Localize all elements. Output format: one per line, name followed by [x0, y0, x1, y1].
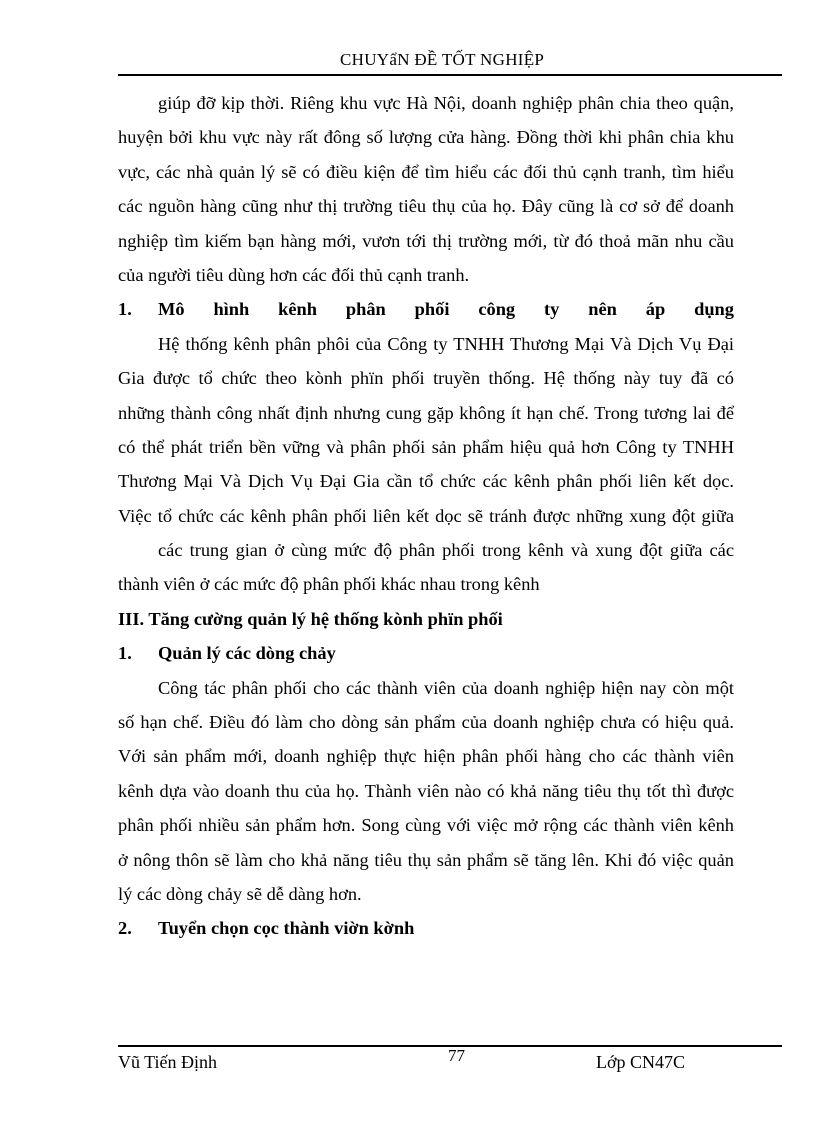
paragraph-line: các nguồn hàng cũng như thị trường tiêu thụ của họ. Đây cũng là cơ sở để doanh [118, 196, 734, 217]
page-number: 77 [448, 1046, 465, 1065]
paragraph-line: các trung gian ở cùng mức độ phân phối trong kênh và xung đột giữa các [158, 540, 734, 561]
footer-author: Vũ Tiến Định [118, 1052, 218, 1072]
paragraph-line: Với sản phẩm mới, doanh nghiệp thực hiện phân phối hàng cho các thành viên [118, 746, 734, 767]
heading-text: Tuyển chọn cọc thành viờn kờnh [158, 918, 415, 939]
section-heading-3 [118, 911, 734, 945]
section-heading-2 [118, 636, 734, 670]
paragraph-line: huyện bởi khu vực này rất đông số lượng cửa hàng. Đồng thời khi phân chia khu [118, 127, 734, 148]
heading-text: Quản lý các dòng chảy [158, 643, 336, 664]
section-heading-iii: III. Tăng cường quản lý hệ thống kònh phïn phối [118, 608, 503, 629]
paragraph-line: lý các dòng chảy sẽ dễ dàng hơn. [118, 883, 362, 904]
paragraph-line: Công tác phân phối cho các thành viên của doanh nghiệp hiện nay còn một [158, 677, 734, 698]
heading-number: 2. [118, 918, 132, 939]
paragraph-line: Thương Mại Và Dịch Vụ Đại Gia cần tổ chức các kênh phân phối liên kết dọc. [118, 471, 734, 492]
paragraph-line: thành viên ở các mức độ phân phối khác nhau trong kênh [118, 574, 540, 595]
heading-text: Mô hình kênh phân phối công ty nên áp dụng [158, 299, 734, 320]
paragraph-line: Hệ thống kênh phân phôi của Công ty TNHH Thương Mại Và Dịch Vụ Đại [158, 333, 734, 354]
paragraph-line: Việc tổ chức các kênh phân phối liên kết dọc sẽ tránh được những xung đột giữa [118, 505, 734, 526]
footer-class: Lớp CN47C [596, 1052, 686, 1072]
paragraph-line: vực, các nhà quản lý sẽ có điều kiện để tìm hiểu các đối thủ cạnh tranh, tìm hiểu [118, 161, 734, 182]
paragraph-line: ở nông thôn sẽ làm cho khả năng tiêu thụ sản phẩm sẽ tăng lên. Khi đó việc quản [118, 849, 734, 870]
paragraph-line: nghiệp tìm kiếm bạn hàng mới, vươn tới thị trường mới, từ đó thoả mãn nhu cầu [118, 230, 734, 251]
document-body [118, 86, 734, 946]
section-heading-1 [118, 292, 734, 326]
heading-number: 1. [118, 643, 132, 664]
heading-number: 1. [118, 299, 132, 320]
paragraph-line: của người tiêu dùng hơn các đối thủ cạnh tranh. [118, 264, 470, 285]
paragraph-line: Gia được tổ chức theo kònh phïn phối truyền thống. Hệ thống này tuy đã có [118, 368, 734, 389]
paragraph-line: số hạn chế. Điều đó làm cho dòng sản phẩm của doanh nghiệp chưa có hiệu quả. [118, 712, 734, 733]
header-rule [118, 74, 782, 76]
paragraph-line: kênh dựa vào doanh thu của họ. Thành viên nào có khả năng tiêu thụ tốt thì được [118, 780, 734, 801]
paragraph-line: những thành công nhất định nhưng cung gặp không ít hạn chế. Trong tương lai để [118, 402, 734, 423]
page-header-title: CHUYẩN ĐỀ TỐT NGHIỆP [340, 50, 545, 69]
paragraph-line: có thể phát triển bền vững và phân phối sản phẩm hiệu quả hơn Công ty TNHH [118, 436, 734, 457]
paragraph-line: giúp đỡ kịp thời. Riêng khu vực Hà Nội, doanh nghiệp phân chia theo quận, [158, 93, 734, 113]
paragraph-line: phân phối nhiều sản phẩm hơn. Song cùng với việc mở rộng các thành viên kênh [118, 815, 734, 836]
